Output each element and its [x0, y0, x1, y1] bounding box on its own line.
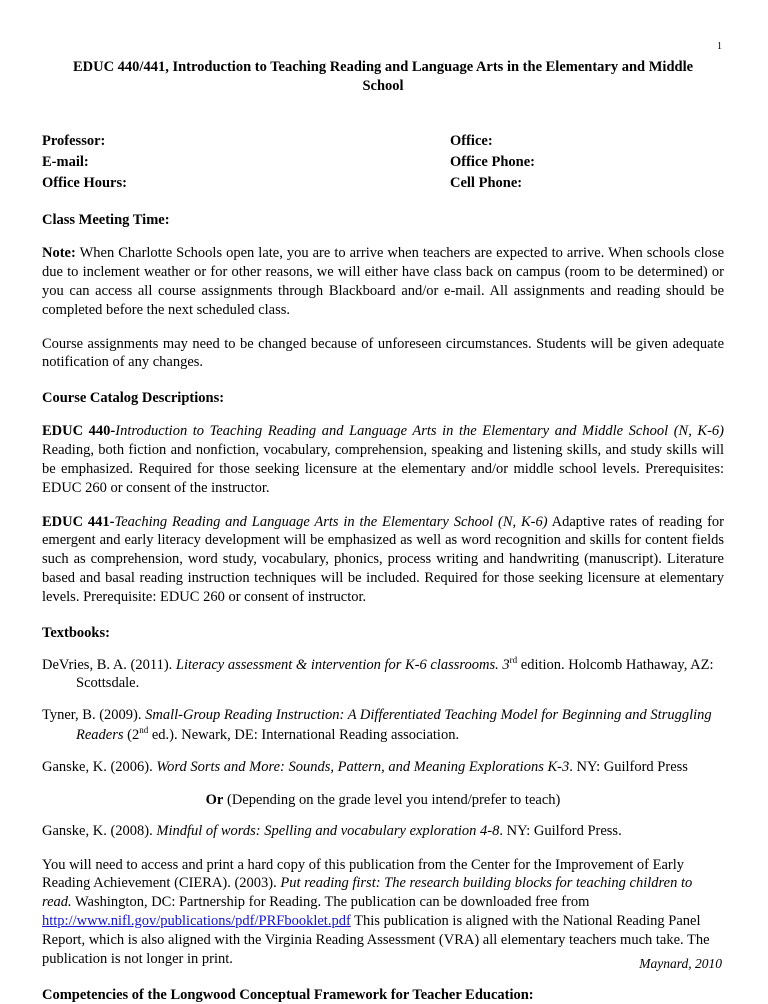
- educ-441-description: [42, 513, 724, 607]
- professor-label: Professor:: [42, 133, 106, 150]
- educ-440-text: Reading, both fiction and nonfiction, vocabulary, comprehension, speaking and listening skills, and study skills will be emphasized. Required for those seeking licensure at the elementary and/or middle school levels. Prerequisites: EDUC 260 or consent of the instructor.: [42, 442, 724, 496]
- textbook-title: Mindful of words: Spelling and vocabulary exploration 4-8: [156, 822, 500, 839]
- page-number: 1: [717, 41, 722, 52]
- office-phone-label: Office Phone:: [450, 154, 535, 171]
- email-label: E-mail:: [42, 154, 89, 171]
- office-label: Office:: [450, 133, 493, 150]
- publication-title: Put reading first: The research building blocks for teaching children to read.: [42, 875, 693, 911]
- course-catalog-heading: Course Catalog Descriptions:: [42, 390, 225, 407]
- textbook-author: DeVries, B. A. (2011).: [42, 656, 176, 673]
- or-note: (Depending on the grade level you intend/prefer to teach): [223, 791, 561, 808]
- weather-note-paragraph: [42, 244, 724, 319]
- instructor-info-left: [42, 131, 450, 194]
- educ-440-description: [42, 422, 724, 497]
- publication-paragraph: [42, 856, 724, 969]
- note-label: Note:: [42, 245, 76, 262]
- educ-440-title: Introduction to Teaching Reading and Language Arts in the Elementary and Middle School (N, K-6): [115, 423, 724, 440]
- textbook-publisher: . NY: Guilford Press.: [499, 822, 622, 839]
- textbook-edition-sup: rd: [509, 654, 518, 665]
- textbook-title: Small-Group Reading Instruction: A Differentiated Teaching Model for Beginning and Struggling Readers: [76, 707, 712, 743]
- textbook-edition-prefix: . 3: [495, 656, 510, 673]
- textbook-publisher: ed.). Newark, DE: International Reading association.: [148, 726, 460, 743]
- textbook-title: Word Sorts and More: Sounds, Pattern, and Meaning Explorations K-3: [156, 758, 570, 775]
- publication-text-2: Washington, DC: Partnership for Reading. The publication can be downloaded free from: [71, 894, 590, 911]
- publication-text-3: This publication is aligned with the National Reading Panel Report, which is also aligned with the Virginia Reading Assessment (VRA) all elementary teachers much take. The publication is not longer in print.: [42, 913, 710, 967]
- competencies-heading: Competencies of the Longwood Conceptual Framework for Teacher Education:: [42, 986, 534, 1003]
- textbook-edition-prefix: (2: [123, 726, 140, 743]
- note-text: When Charlotte Schools open late, you are to arrive when teachers are expected to arrive. When schools close due to inclement weather or for other reasons, we will either have class back on campus (room to be determined) or you can access all course assignments through Blackboard and/or e-mail. All assignments and reading should be completed before the next scheduled class.: [42, 245, 724, 318]
- textbook-entry: [42, 655, 724, 694]
- or-separator: [42, 792, 724, 809]
- textbook-author: Tyner, B. (2009).: [42, 707, 146, 724]
- educ-440-code: EDUC 440-: [42, 423, 116, 440]
- textbooks-heading: Textbooks:: [42, 624, 110, 641]
- or-label: Or: [205, 791, 224, 808]
- textbook-publisher: . NY: Guilford Press: [569, 758, 688, 775]
- instructor-info-right: [450, 131, 724, 194]
- textbook-author: Ganske, K. (2008).: [42, 822, 157, 839]
- textbook-author: Ganske, K. (2006).: [42, 758, 157, 775]
- educ-441-title: Teaching Reading and Language Arts in the Elementary School (N, K-6): [114, 513, 548, 530]
- textbook-edition-sup: nd: [139, 725, 149, 736]
- assignments-change-paragraph: Course assignments may need to be changed because of unforeseen circumstances. Students will be given adequate notification of any changes.: [42, 335, 724, 371]
- cell-phone-label: Cell Phone:: [450, 175, 523, 192]
- class-meeting-time-label: Class Meeting Time:: [42, 212, 170, 229]
- page-title: EDUC 440/441, Introduction to Teaching Reading and Language Arts in the Elementary and Middle School: [72, 59, 694, 94]
- educ-441-text: Adaptive rates of reading for emergent and early literacy development will be emphasized as well as word recognition and skills for content fields such as comprehension, word study, vocabulary, phonics, process writing and handwriting (manuscript). Literature based and basal reading instruction techniques will be included. Required for those seeking licensure at elementary levels. Prerequisite: EDUC 260 or consent of instructor.: [42, 513, 724, 605]
- textbook-entry: [42, 706, 724, 745]
- textbook-entry: [42, 822, 724, 841]
- educ-441-code: EDUC 441-: [42, 513, 115, 530]
- instructor-info-block: [42, 131, 724, 194]
- publication-url-link[interactable]: http://www.nifl.gov/publications/pdf/PRFbooklet.pdf: [42, 913, 351, 930]
- textbook-title: Literacy assessment & intervention for K-6 classrooms: [175, 656, 496, 673]
- textbook-entry: [42, 758, 724, 777]
- footer-attribution: Maynard, 2010: [639, 956, 722, 971]
- office-hours-label: Office Hours:: [42, 175, 127, 192]
- textbook-publisher: edition. Holcomb Hathaway, AZ: Scottsdale.: [76, 656, 714, 692]
- publication-text-1: You will need to access and print a hard copy of this publication from the Center for the Improvement of Early Reading Achievement (CIERA). (2003).: [42, 856, 684, 892]
